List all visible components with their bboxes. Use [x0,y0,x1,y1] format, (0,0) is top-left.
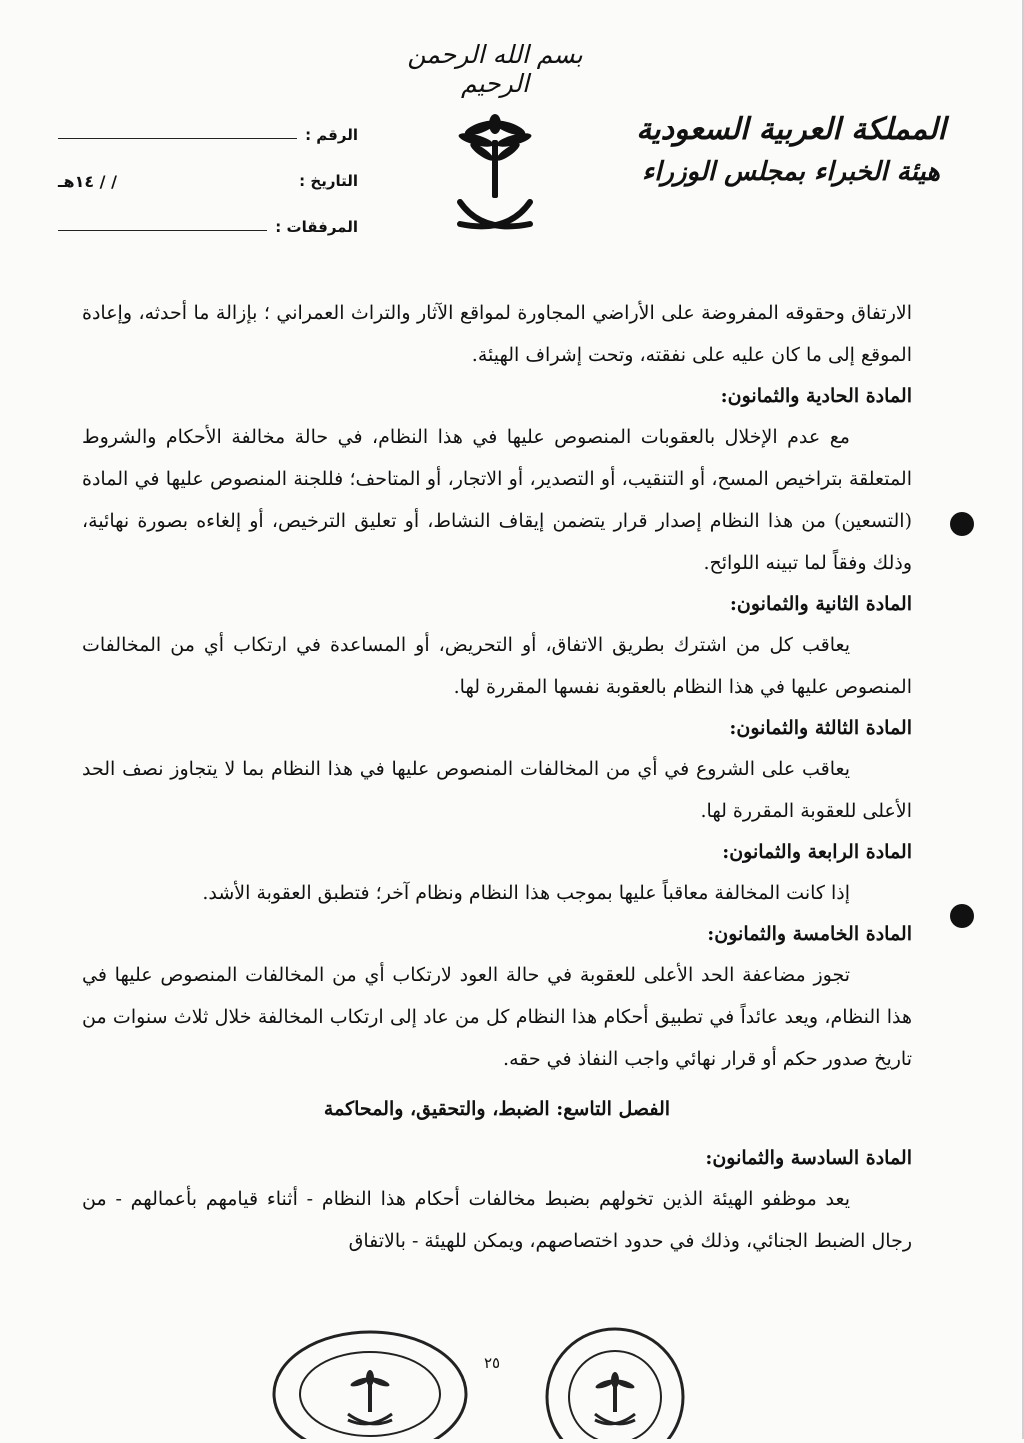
palm-swords-emblem-icon [452,104,538,248]
article-85-text: تجوز مضاعفة الحد الأعلى للعقوبة في حالة العود لارتكاب أي من المخالفات المنصوص عليها في هذا النظام، ويعد عائداً في تطبيق أحكام هذا النظام كل من عاد إلى ارتكاب المخالفة خلال ثلاث سنوات من تاريخ صدور حكم أو قرار نهائي واجب النفاذ في حقه. [82,964,912,1070]
ref-label: الرقم : [305,126,358,144]
page-number: ٢٥ [484,1354,501,1372]
binder-hole-mark-icon [950,904,974,928]
article-82-heading: المادة الثانية والثمانون: [729,593,912,615]
date-label: التاريخ : [299,172,358,190]
article-84-heading: المادة الرابعة والثمانون: [722,841,912,863]
official-seal-left-icon [270,1326,470,1443]
article-86-heading: المادة السادسة والثمانون: [705,1147,912,1169]
ref-row [58,112,358,158]
org-name-line1: المملكة العربية السعودية [636,112,946,147]
article-83-heading: المادة الثالثة والثمانون: [729,717,912,739]
article-81-text: مع عدم الإخلال بالعقوبات المنصوص عليها في هذا النظام، في حالة مخالفة الأحكام والشروط المتعلقة بتراخيص المسح، أو التنقيب، أو التصدير، أو الاتجار، أو المتاحف؛ فللجنة المنصوص عليها في المادة (التسعين) من هذا النظام إصدار قرار يتضمن إيقاف النشاط، أو تعليق الترخيص، أو إلغاءه بصورة نهائية، وذلك وفقاً لما تبينه اللوائح. [82,426,912,574]
date-row [58,158,358,204]
chapter-9-title: الفصل التاسع: الضبط، والتحقيق، والمحاكمة [323,1098,671,1120]
basmala: بسم الله الرحمن الرحيم [407,40,583,98]
paragraph-continued: الارتفاق وحقوقه المفروضة على الأراضي المجاورة لمواقع الآثار والتراث العمراني ؛ بإزالة ما أحدثه، وإعادة الموقع إلى ما كان عليه على نفقته، وتحت إشراف الهيئة. [82,302,912,366]
article-83-text: يعاقب على الشروع في أي من المخالفات المنصوص عليها في هذا النظام بما لا يتجاوز نصف الحد الأعلى للعقوبة المقررة لها. [82,758,912,822]
date-value: / / ١٤هـ [58,171,117,191]
official-seal-right-icon [540,1322,690,1443]
article-81-heading: المادة الحادية والثمانون: [720,385,912,407]
attachments-label: المرفقات : [275,218,358,236]
article-85-heading: المادة الخامسة والثمانون: [707,923,912,945]
org-name-line2: هيئة الخبراء بمجلس الوزراء [641,157,940,187]
attachments-row [58,204,358,250]
document-body [82,292,912,1262]
attachments-line [58,230,267,231]
ref-line [58,138,297,139]
article-86-text: يعد موظفو الهيئة الذين تخولهم بضبط مخالفات أحكام هذا النظام - أثناء قيامهم بأعمالهم - من رجال الضبط الجنائي، وذلك في حدود اختصاصهم، ويمكن للهيئة - بالاتفاق [82,1188,912,1252]
article-84-text: إذا كانت المخالفة معاقباً عليها بموجب هذا النظام ونظام آخر؛ فتطبق العقوبة الأشد. [202,882,850,904]
article-82-text: يعاقب كل من اشترك بطريق الاتفاق، أو التحريض، أو المساعدة في ارتكاب أي من المخالفات المنصوص عليها في هذا النظام بالعقوبة نفسها المقررة لها. [82,634,912,698]
binder-hole-mark-icon [950,512,974,536]
organization-header [596,108,986,192]
letter-meta [58,112,358,250]
